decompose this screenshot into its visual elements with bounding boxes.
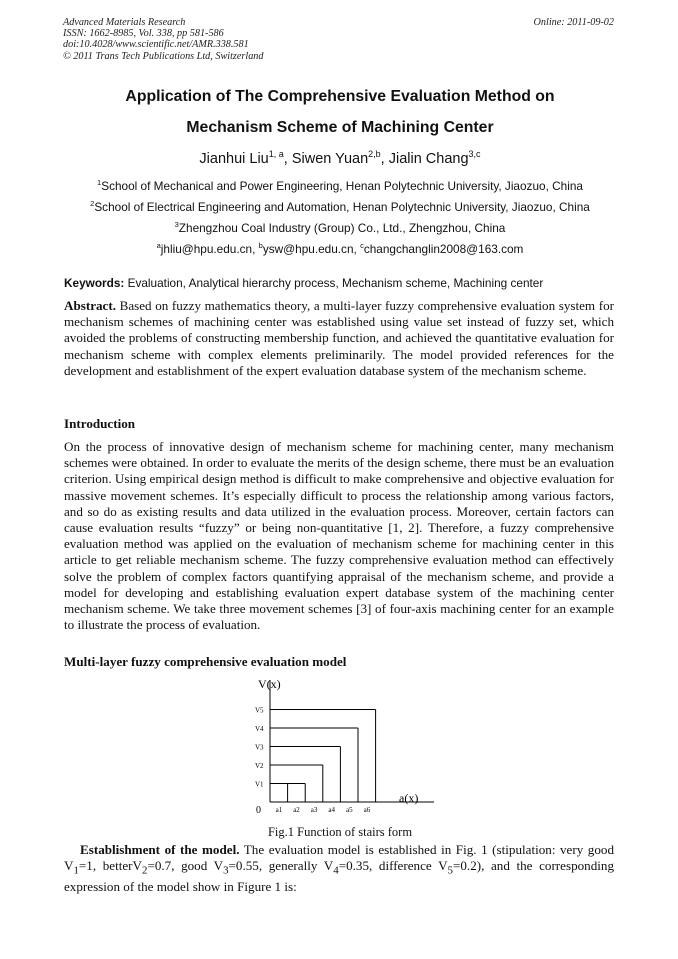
affiliation-1 <box>40 178 640 193</box>
abstract-label: Abstract. <box>64 298 116 313</box>
affiliation-3 <box>40 220 640 235</box>
text-run: =0.7, good V <box>147 858 224 874</box>
keywords-label: Keywords: <box>64 276 125 290</box>
y-tick-label: V5 <box>255 706 264 715</box>
author-name: Siwen Yuan <box>291 150 369 167</box>
journal-name: Advanced Materials Research <box>63 17 186 28</box>
email-sup: a <box>156 241 161 250</box>
issn: ISSN: 1662-8985, Vol. 338, pp 581-586 <box>63 28 224 40</box>
figure-caption: Fig.1 Function of stairs form <box>267 825 413 839</box>
email-text[interactable]: changchanglin2008@163.com <box>363 241 524 256</box>
author-list: Jianhui Liu$^{1, a}$, Siwen Yuan$^{2,b}$, Jialin Chang$^{3,c}$ <box>199 149 481 167</box>
introduction-text: On the process of innovative design of mechanism scheme for machining center, many mechanism schemes were obtained. In order to evaluate the merits of the design scheme, there must be an evaluation criterion. Using empirical design method is difficult to make comprehensive and objective evaluation for massive movement schemes. It’s especially difficult to process the relationship among various factors, and so do as existing results and data utilized in the evaluation process. Moreover, certain factors can cause evaluation results “fuzzy” or being non-quantitative [1, 2]. Therefore, a fuzzy comprehensive evaluation method was applied on the evaluation of mechanism scheme for machining center in this article to get reliable mechanism scheme. The fuzzy comprehensive evaluation method can effectively solve the problem of complex factors quantifying appraisal of the mechanism scheme, and provide a model for developing and establishing evaluation expert database system of the machining center mechanism scheme. We take three movement schemes [3] of four-axis machining center for an example to illustrate the process of evaluation. <box>64 439 614 633</box>
subscript: 2 <box>142 864 148 877</box>
y-tick-label: V3 <box>255 743 264 752</box>
subscript: 5 <box>447 864 453 877</box>
establishment-label: Establishment of the model. <box>80 842 240 857</box>
x-tick-label: a1 <box>275 806 283 814</box>
email-sup: b <box>258 241 263 250</box>
affiliation-2 <box>40 199 640 214</box>
email-text[interactable]: jhliu@hpu.edu.cn, <box>160 241 259 256</box>
abstract <box>64 298 614 379</box>
author-sup: 3,c <box>468 149 481 159</box>
running-header <box>63 17 263 62</box>
x-axis-label: a(x) <box>399 791 419 805</box>
origin-label: 0 <box>256 805 261 816</box>
introduction-heading: Introduction <box>64 416 136 431</box>
online-date: Online: 2011-09-02 <box>533 17 614 28</box>
x-tick-label: a4 <box>328 806 336 814</box>
text-run: =0.35, difference V <box>338 858 448 874</box>
text-run: =1, betterV <box>78 858 142 874</box>
affiliation-text: Zhengzhou Coal Industry (Group) Co., Ltd., Zhengzhou, China <box>178 220 506 235</box>
x-tick-label: a6 <box>363 806 371 814</box>
subscript: 1 <box>73 864 79 877</box>
email-line <box>40 241 640 256</box>
affiliation-text: School of Electrical Engineering and Automation, Henan Polytechnic University, Jiaozuo, China <box>94 199 590 214</box>
keywords-text: Evaluation, Analytical hierarchy process, Mechanism scheme, Machining center <box>124 276 544 290</box>
author-name: Jialin Chang <box>388 150 469 167</box>
abstract-text: Based on fuzzy mathematics theory, a multi-layer fuzzy comprehensive evaluation system for mechanism schemes of machining center was established using value set instead of fuzzy set, which avoided the problems of constructing membership function, and achieved the quantitative evaluation for mechanism scheme with complex elements preliminarily. The model provided references for the development and establishment of the expert evaluation database system of the mechanism scheme. <box>64 298 614 378</box>
y-tick-label: V4 <box>255 725 264 733</box>
y-tick-label: V1 <box>255 780 264 789</box>
x-tick-label: a2 <box>293 806 300 814</box>
subscript: 4 <box>333 864 339 877</box>
paper-title-line-1: Application of The Comprehensive Evaluation Method on <box>125 88 555 105</box>
author-sup: 1, a <box>268 149 284 159</box>
author-sup: 2,b <box>368 149 381 159</box>
author-name: Jianhui Liu <box>199 150 269 167</box>
affiliation-sup: 2 <box>90 199 95 208</box>
establishment-text <box>64 842 614 895</box>
x-tick-label: a3 <box>310 806 318 814</box>
stairs-function-figure <box>244 672 444 824</box>
affiliation-text: School of Mechanical and Power Engineering, Henan Polytechnic University, Jiaozuo, China <box>101 178 583 193</box>
email-sup: c <box>360 241 364 250</box>
doi: doi:10.4028/www.scientific.net/AMR.338.581 <box>63 39 249 51</box>
text-run: =0.55, generally V <box>228 858 334 874</box>
x-tick-label: a5 <box>346 806 353 814</box>
keywords <box>64 276 624 290</box>
text-run: The evaluation model is established in Fig. 1 (stipulation: very good V <box>64 842 614 874</box>
copyright: © 2011 Trans Tech Publications Ltd, Switzerland <box>63 50 264 62</box>
text-run: =0.2), and the corresponding expression of the model show in Figure 1 is: <box>64 858 614 895</box>
paper-title-line-2: Mechanism Scheme of Machining Center <box>186 119 494 136</box>
y-tick-label: V2 <box>255 762 264 770</box>
y-axis-label: V(x) <box>258 677 281 691</box>
subscript: 3 <box>223 864 229 877</box>
email-text[interactable]: ysw@hpu.edu.cn, <box>262 241 361 256</box>
affiliation-sup: 3 <box>174 220 179 229</box>
affiliation-sup: 1 <box>97 178 102 187</box>
model-section-heading: Multi-layer fuzzy comprehensive evaluation model <box>64 654 347 669</box>
